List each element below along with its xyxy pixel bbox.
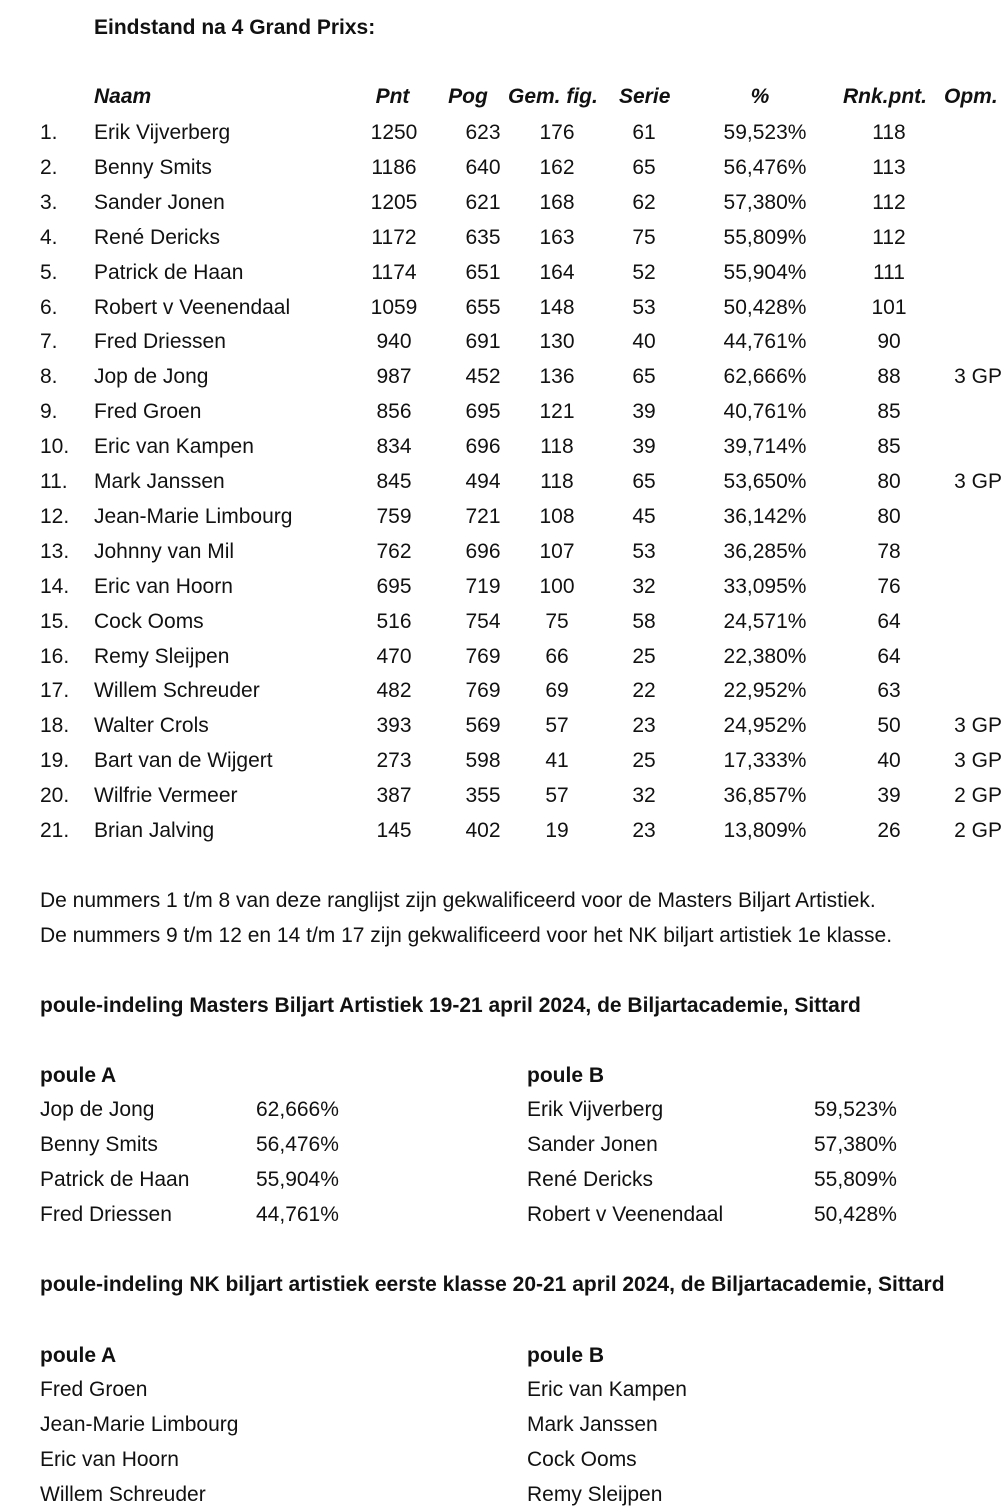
cell-pct: 33,095%: [723, 574, 807, 598]
col-header-pnt: Pnt: [375, 85, 410, 108]
table-row: [0, 819, 1008, 854]
cell-gem: 107: [539, 539, 575, 563]
cell-pnt: 759: [376, 504, 412, 528]
cell-pog: 452: [465, 365, 501, 389]
cell-pog: 355: [465, 784, 501, 808]
cell-pog: 754: [465, 609, 501, 633]
table-row: [0, 679, 1008, 714]
table-row: [0, 226, 1008, 261]
cell-opm: 2 GP: [954, 784, 1002, 808]
cell-pog: 635: [465, 225, 501, 249]
cell-gem: 121: [539, 400, 575, 424]
cell-opm: 3 GP: [954, 714, 1002, 738]
cell-position: 2.: [40, 155, 58, 179]
poule-player-pct: 62,666%: [256, 1098, 339, 1121]
cell-rnk: 63: [877, 679, 901, 703]
cell-rnk: 80: [877, 504, 901, 528]
cell-gem: 19: [545, 819, 569, 842]
cell-name: Patrick de Haan: [94, 260, 244, 284]
poule-player-name: Sander Jonen: [527, 1133, 658, 1156]
cell-pct: 50,428%: [723, 295, 807, 319]
cell-gem: 100: [539, 574, 575, 598]
poule-player-name: Remy Sleijpen: [527, 1483, 663, 1506]
cell-serie: 75: [632, 225, 656, 249]
cell-pct: 24,952%: [723, 714, 807, 738]
cell-serie: 52: [632, 260, 656, 284]
cell-rnk: 76: [877, 574, 901, 598]
table-row: [0, 645, 1008, 680]
cell-pct: 59,523%: [723, 121, 807, 144]
masters-poule-b-label: poule B: [527, 1064, 604, 1087]
cell-serie: 32: [632, 574, 656, 598]
cell-pnt: 273: [376, 749, 412, 773]
cell-name: Erik Vijverberg: [94, 121, 231, 144]
cell-pnt: 762: [376, 539, 412, 563]
cell-rnk: 101: [871, 295, 907, 319]
cell-pnt: 987: [376, 365, 412, 389]
table-row: [0, 435, 1008, 470]
cell-rnk: 112: [872, 190, 906, 214]
poule-player-name: Robert v Veenendaal: [527, 1203, 724, 1226]
cell-name: Johnny van Mil: [94, 539, 235, 563]
cell-rnk: 26: [877, 819, 901, 842]
cell-pct: 22,380%: [723, 644, 807, 668]
cell-position: 17.: [40, 679, 70, 703]
col-header-gem: Gem. fig.: [508, 85, 598, 108]
cell-position: 21.: [40, 819, 70, 842]
cell-position: 1.: [40, 121, 58, 144]
cell-position: 9.: [40, 400, 58, 424]
cell-pog: 655: [465, 295, 501, 319]
cell-pnt: 1250: [370, 121, 418, 144]
cell-pct: 24,571%: [723, 609, 807, 633]
cell-opm: 2 GP: [954, 819, 1002, 842]
cell-serie: 65: [632, 365, 656, 389]
table-row: [0, 749, 1008, 784]
cell-pnt: 145: [376, 819, 412, 842]
qualification-note-nk: De nummers 9 t/m 12 en 14 t/m 17 zijn gekwalificeerd voor het NK biljart artistiek 1e klasse.: [40, 924, 893, 947]
col-header-pog: Pog: [448, 85, 488, 108]
cell-rnk: 113: [872, 155, 906, 179]
cell-name: Fred Driessen: [94, 330, 226, 354]
cell-pog: 598: [465, 749, 501, 773]
cell-opm: 3 GP: [954, 365, 1002, 389]
cell-name: Mark Janssen: [94, 470, 225, 493]
poule-player-pct: 56,476%: [256, 1133, 339, 1156]
poule-player-name: Jean-Marie Limbourg: [40, 1413, 239, 1436]
cell-rnk: 39: [877, 784, 901, 808]
cell-serie: 32: [632, 784, 656, 808]
cell-pnt: 856: [376, 400, 412, 424]
cell-pct: 13,809%: [723, 819, 807, 842]
poule-player-name: Erik Vijverberg: [527, 1098, 664, 1121]
cell-serie: 62: [632, 190, 656, 214]
nk-heading: poule-indeling NK biljart artistiek eerste klasse 20-21 april 2024, de Biljartacademie, Sittard: [40, 1273, 945, 1296]
cell-pnt: 695: [376, 574, 412, 598]
nk-poule-a-label: poule A: [40, 1344, 117, 1367]
cell-pct: 39,714%: [723, 435, 807, 459]
cell-name: Cock Ooms: [94, 609, 204, 633]
poule-player-name: Mark Janssen: [527, 1413, 658, 1436]
col-header-serie: Serie: [619, 85, 671, 108]
cell-position: 7.: [40, 330, 58, 354]
cell-pog: 402: [465, 819, 501, 842]
cell-pog: 719: [465, 574, 501, 598]
cell-pnt: 940: [376, 330, 412, 354]
poule-player-name: Cock Ooms: [527, 1448, 637, 1471]
cell-pct: 62,666%: [723, 365, 807, 389]
cell-pct: 17,333%: [723, 749, 807, 773]
cell-pct: 55,904%: [723, 260, 807, 284]
cell-pct: 36,142%: [723, 504, 807, 528]
cell-pog: 721: [465, 504, 501, 528]
cell-name: Wilfrie Vermeer: [94, 784, 238, 808]
cell-rnk: 88: [877, 365, 901, 389]
cell-pnt: 1174: [371, 260, 417, 284]
cell-name: René Dericks: [94, 225, 221, 249]
cell-serie: 45: [632, 504, 656, 528]
table-row: [0, 400, 1008, 435]
cell-pct: 36,857%: [723, 784, 807, 808]
cell-rnk: 64: [877, 609, 901, 633]
cell-pct: 44,761%: [723, 330, 807, 354]
cell-pog: 769: [465, 679, 501, 703]
col-header-opm: Opm.: [944, 85, 998, 108]
cell-gem: 176: [539, 121, 575, 144]
cell-name: Fred Groen: [94, 400, 202, 424]
cell-opm: 3 GP: [954, 470, 1002, 493]
nk-poule-b-label: poule B: [527, 1344, 604, 1367]
cell-name: Benny Smits: [94, 155, 212, 179]
cell-position: 11.: [40, 470, 68, 493]
table-row: [0, 191, 1008, 226]
cell-gem: 164: [539, 260, 575, 284]
cell-opm: 3 GP: [954, 749, 1002, 773]
cell-pog: 569: [465, 714, 501, 738]
table-row: [0, 365, 1008, 400]
cell-position: 8.: [40, 365, 58, 389]
cell-gem: 136: [539, 365, 575, 389]
table-row: [0, 784, 1008, 819]
table-row: [0, 505, 1008, 540]
masters-poule-a-label: poule A: [40, 1064, 117, 1087]
cell-serie: 39: [632, 400, 656, 424]
cell-position: 18.: [40, 714, 70, 738]
cell-position: 20.: [40, 784, 70, 808]
table-row: [0, 296, 1008, 331]
cell-pog: 640: [465, 155, 501, 179]
cell-pnt: 516: [376, 609, 412, 633]
poule-player-name: René Dericks: [527, 1168, 654, 1191]
cell-gem: 118: [540, 435, 574, 459]
cell-name: Sander Jonen: [94, 190, 225, 214]
cell-pnt: 1186: [371, 155, 417, 179]
cell-rnk: 85: [877, 435, 901, 459]
cell-pct: 36,285%: [723, 539, 807, 563]
cell-name: Jean-Marie Limbourg: [94, 504, 293, 528]
table-row: [0, 470, 1008, 505]
cell-pct: 55,809%: [723, 225, 807, 249]
table-row: [0, 261, 1008, 296]
cell-gem: 57: [545, 714, 569, 738]
cell-pnt: 834: [376, 435, 412, 459]
poule-player-pct: 59,523%: [814, 1098, 897, 1121]
table-row: [0, 540, 1008, 575]
cell-gem: 69: [545, 679, 569, 703]
cell-serie: 39: [632, 435, 656, 459]
cell-position: 10.: [40, 435, 70, 459]
cell-serie: 58: [632, 609, 656, 633]
col-header-naam: Naam: [94, 85, 152, 108]
cell-serie: 65: [632, 470, 656, 493]
cell-pnt: 387: [376, 784, 412, 808]
cell-pog: 695: [465, 400, 501, 424]
cell-name: Remy Sleijpen: [94, 644, 230, 668]
cell-gem: 148: [539, 295, 575, 319]
cell-serie: 61: [632, 121, 656, 144]
cell-gem: 57: [545, 784, 569, 808]
cell-pog: 696: [465, 435, 501, 459]
cell-name: Willem Schreuder: [94, 679, 260, 703]
cell-rnk: 85: [877, 400, 901, 424]
cell-pog: 621: [465, 190, 501, 214]
cell-gem: 75: [545, 609, 569, 633]
masters-heading: poule-indeling Masters Biljart Artistiek 19-21 april 2024, de Biljartacademie, Sittard: [40, 994, 861, 1017]
cell-serie: 53: [632, 539, 656, 563]
table-row: [0, 714, 1008, 749]
cell-serie: 40: [632, 330, 656, 354]
cell-pct: 53,650%: [723, 470, 807, 493]
cell-serie: 25: [632, 749, 656, 773]
poule-player-pct: 55,809%: [814, 1168, 897, 1191]
cell-pnt: 470: [376, 644, 412, 668]
cell-name: Walter Crols: [94, 714, 209, 738]
cell-position: 19.: [40, 749, 70, 773]
cell-name: Eric van Kampen: [94, 435, 254, 459]
cell-pog: 623: [465, 121, 501, 144]
cell-rnk: 78: [877, 539, 901, 563]
cell-name: Bart van de Wijgert: [94, 749, 273, 773]
poule-player-name: Willem Schreuder: [40, 1483, 206, 1506]
cell-pct: 22,952%: [723, 679, 807, 703]
poule-player-name: Benny Smits: [40, 1133, 158, 1156]
cell-serie: 23: [632, 714, 656, 738]
poule-player-pct: 50,428%: [814, 1203, 897, 1226]
cell-gem: 162: [539, 155, 575, 179]
page-title: Eindstand na 4 Grand Prixs:: [94, 16, 376, 39]
cell-position: 13.: [40, 539, 70, 563]
cell-pnt: 482: [376, 679, 412, 703]
cell-rnk: 118: [872, 121, 906, 144]
cell-pnt: 845: [376, 470, 412, 493]
cell-rnk: 64: [877, 644, 901, 668]
cell-rnk: 50: [877, 714, 901, 738]
cell-gem: 130: [539, 330, 575, 354]
cell-gem: 108: [539, 504, 575, 528]
qualification-note-masters: De nummers 1 t/m 8 van deze ranglijst zijn gekwalificeerd voor de Masters Biljart Artistiek.: [40, 889, 876, 912]
cell-serie: 23: [632, 819, 656, 842]
cell-position: 14.: [40, 574, 70, 598]
cell-rnk: 40: [877, 749, 901, 773]
cell-name: Brian Jalving: [94, 819, 215, 842]
cell-pnt: 1059: [370, 295, 418, 319]
poule-player-name: Eric van Kampen: [527, 1378, 687, 1401]
cell-pog: 494: [465, 470, 501, 493]
table-row: [0, 121, 1008, 156]
poule-player-name: Fred Driessen: [40, 1203, 172, 1226]
poule-player-pct: 55,904%: [256, 1168, 339, 1191]
table-row: [0, 575, 1008, 610]
cell-position: 16.: [40, 644, 70, 668]
cell-name: Eric van Hoorn: [94, 574, 233, 598]
cell-pnt: 1205: [370, 190, 418, 214]
cell-rnk: 111: [873, 260, 905, 284]
cell-name: Jop de Jong: [94, 365, 209, 389]
cell-pct: 57,380%: [723, 190, 807, 214]
poule-player-pct: 57,380%: [814, 1133, 897, 1156]
cell-pog: 696: [465, 539, 501, 563]
cell-serie: 22: [632, 679, 656, 703]
col-header-rnk: Rnk.pnt.: [843, 85, 927, 108]
cell-gem: 41: [545, 749, 569, 773]
poule-player-name: Patrick de Haan: [40, 1168, 190, 1191]
cell-position: 4.: [40, 225, 58, 249]
cell-position: 15.: [40, 609, 70, 633]
poule-player-pct: 44,761%: [256, 1203, 339, 1226]
cell-pnt: 393: [376, 714, 412, 738]
cell-gem: 163: [539, 225, 575, 249]
cell-position: 3.: [40, 190, 58, 214]
poule-player-name: Jop de Jong: [40, 1098, 155, 1121]
cell-serie: 25: [632, 644, 656, 668]
poule-player-name: Eric van Hoorn: [40, 1448, 179, 1471]
cell-rnk: 80: [877, 470, 901, 493]
cell-position: 5.: [40, 260, 58, 284]
table-row: [0, 610, 1008, 645]
cell-serie: 65: [632, 155, 656, 179]
cell-pnt: 1172: [371, 225, 417, 249]
cell-serie: 53: [632, 295, 656, 319]
cell-pog: 769: [465, 644, 501, 668]
cell-gem: 66: [545, 644, 569, 668]
cell-pog: 651: [465, 260, 501, 284]
table-row: [0, 156, 1008, 191]
cell-rnk: 112: [872, 225, 906, 249]
cell-pct: 56,476%: [723, 155, 807, 179]
cell-position: 6.: [40, 295, 58, 319]
poule-player-name: Fred Groen: [40, 1378, 148, 1401]
cell-gem: 118: [540, 470, 574, 493]
table-row: [0, 330, 1008, 365]
cell-pog: 691: [465, 330, 501, 354]
cell-gem: 168: [539, 190, 575, 214]
cell-position: 12.: [40, 504, 70, 528]
cell-name: Robert v Veenendaal: [94, 295, 291, 319]
cell-pct: 40,761%: [723, 400, 807, 424]
cell-rnk: 90: [877, 330, 901, 354]
col-header-pct: %: [750, 85, 770, 108]
